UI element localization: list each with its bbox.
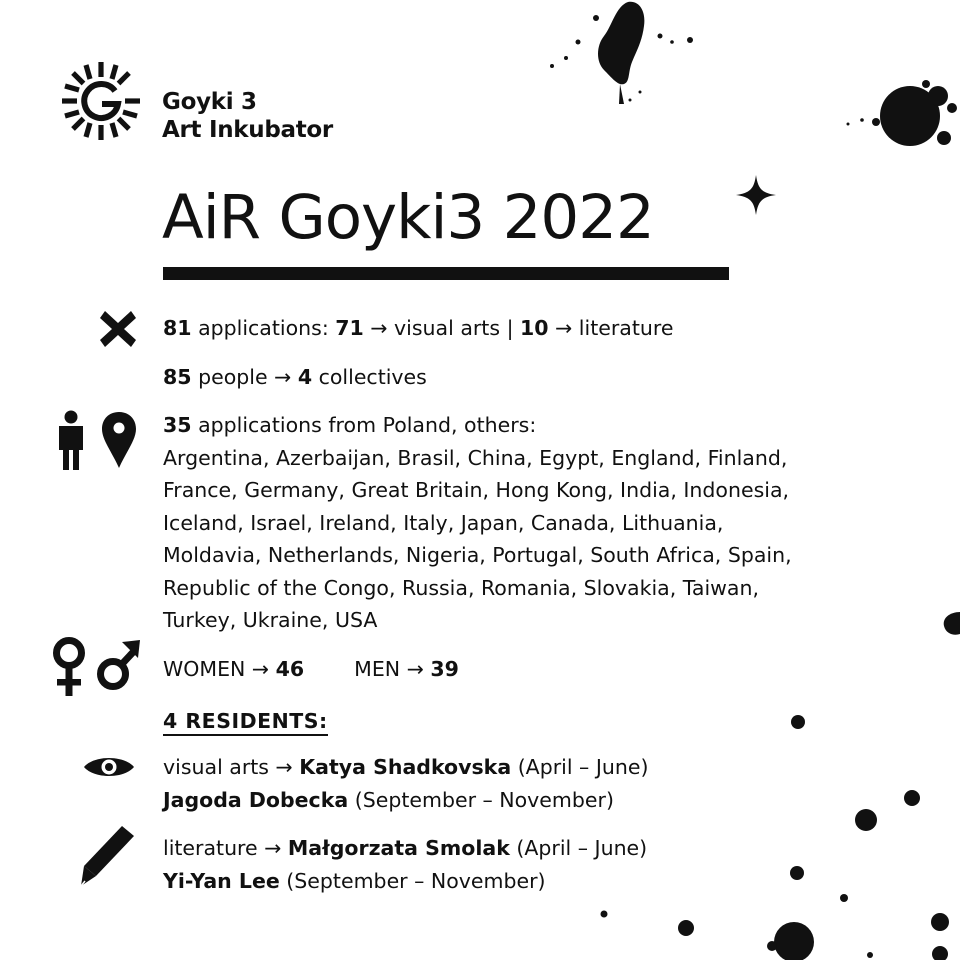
- resident-name: Yi-Yan Lee: [163, 868, 280, 893]
- logo-name-line2: Art Inkubator: [162, 117, 333, 143]
- residents-heading-text: 4 RESIDENTS:: [163, 709, 328, 736]
- resident-period: (September – November): [286, 868, 546, 893]
- eye-icon: [82, 753, 136, 781]
- literature-count: 10: [520, 316, 549, 340]
- female-symbol-icon: [50, 636, 88, 698]
- literature-residents: [163, 832, 647, 897]
- title-underline: [163, 267, 729, 280]
- resident-category: visual arts: [163, 755, 269, 779]
- resident-line: [163, 784, 648, 817]
- arrow: →: [274, 365, 292, 389]
- resident-name: Małgorzata Smolak: [287, 836, 510, 860]
- poland-count: 35: [163, 413, 192, 437]
- collectives-count: 4: [297, 365, 313, 389]
- person-icon: [56, 410, 86, 472]
- women-label: WOMEN: [163, 657, 246, 681]
- resident-name: Katya Shadkovska: [299, 755, 512, 779]
- applications-label: applications:: [198, 316, 329, 340]
- applications-total: 81: [163, 316, 192, 340]
- countries-block: [163, 409, 792, 637]
- sparkle-icon: [734, 173, 778, 217]
- visual-arts-label: visual arts: [394, 316, 501, 340]
- cross-icon: [98, 308, 138, 350]
- resident-category: literature: [163, 836, 258, 860]
- visual-arts-count: 71: [335, 316, 364, 340]
- male-symbol-icon: [94, 637, 142, 693]
- location-pin-icon: [100, 410, 138, 470]
- country-line: Republic of the Congo, Russia, Romania, Slovakia, Taiwan,: [163, 575, 759, 600]
- sunburst-g-logo-icon: [60, 60, 142, 142]
- resident-line: [163, 832, 647, 865]
- people-count: 85: [163, 365, 192, 389]
- country-line: France, Germany, Great Britain, Hong Kong, India, Indonesia,: [163, 478, 790, 502]
- resident-period: (April – June): [517, 755, 649, 779]
- resident-period: (September – November): [354, 787, 614, 812]
- country-line: Moldavia, Netherlands, Nigeria, Portugal, South Africa, Spain,: [163, 543, 792, 567]
- pen-icon: [78, 824, 136, 888]
- resident-line: [163, 865, 647, 898]
- poland-line: [163, 409, 792, 442]
- gender-row: [163, 653, 459, 686]
- country-line: Turkey, Ukraine, USA: [163, 608, 378, 632]
- arrow: →: [275, 755, 293, 779]
- women-count: 46: [275, 657, 305, 681]
- arrow: →: [555, 316, 573, 340]
- resident-period: (April – June): [516, 836, 648, 860]
- logo-name-line1: Goyki 3: [162, 89, 257, 115]
- arrow: →: [264, 836, 282, 860]
- separator: |: [506, 316, 514, 340]
- men-label: MEN: [354, 657, 401, 681]
- country-line: Iceland, Israel, Ireland, Italy, Japan, Canada, Lithuania,: [163, 510, 724, 535]
- arrow: →: [406, 657, 424, 681]
- visual-arts-residents: [163, 751, 648, 816]
- arrow: →: [370, 316, 388, 340]
- page-title: AiR Goyki3 2022: [162, 182, 654, 253]
- people-label: people: [198, 365, 268, 389]
- applications-row: [163, 312, 673, 345]
- resident-line: [163, 751, 648, 784]
- country-line: Argentina, Azerbaijan, Brasil, China, Egypt, England, Finland,: [163, 445, 788, 470]
- logo-wordmark: [162, 88, 333, 144]
- people-row: [163, 361, 427, 394]
- collectives-label: collectives: [318, 365, 427, 389]
- resident-name: Jagoda Dobecka: [163, 787, 349, 812]
- literature-label: literature: [578, 316, 674, 340]
- arrow: →: [251, 657, 270, 681]
- men-count: 39: [430, 657, 459, 681]
- residents-heading: [163, 705, 328, 738]
- poland-text: applications from Poland, others:: [198, 413, 537, 437]
